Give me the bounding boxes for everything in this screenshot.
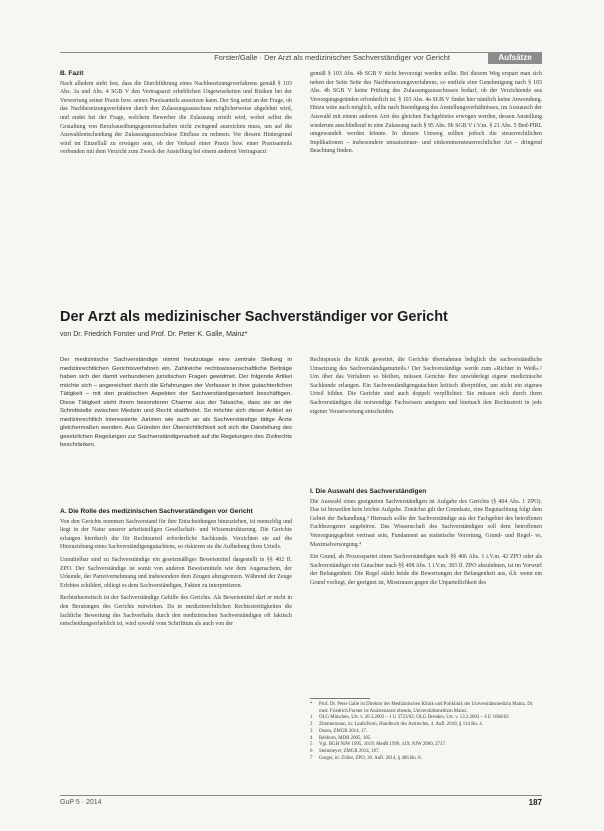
article-title: Der Arzt als medizinischer Sachverständiger vor Gericht	[60, 309, 448, 325]
footnote-number: 2	[310, 722, 313, 728]
body-left-column	[60, 508, 292, 633]
body-paragraph: Unmittelbar sind zu Sachverständige ein gesetzmäßiges Beweismittel dargestellt in §§ 402 ff. ZPO. Der Sachverständige ist somit von anderen Beweismitteln wie dem Augenschein, der Urkunde, der Parteivernehmung und insbesondere dem Zeugen abzugrenzen. Während der Zeuge Erlebtes schildert, obliegt es dem Sachverständigen, Fakten zu interpretieren.	[60, 556, 292, 589]
footer-rule	[60, 795, 542, 796]
footnote-text: Greger, in: Zöller, ZPO, 30. Aufl. 2014, § 406 Rn. 8.	[319, 755, 422, 761]
journal-reference: GuP 5 · 2014	[60, 799, 102, 806]
body-paragraph: Ein Grund, ab Prozesspartei einen Sachverständigen nach §§ 406 Abs. 1 i.V.m. 42 ZPO oder als Sachverständiger ein Gutachter nach §§ 408 Abs. 1 i.V.m. 383 ff. ZPO abzulehnen, ist im Vorwurf der Befangenheit. Die Regel stärkt beide die Bewertungen der Befangenheit aus, d.h. wenn ein Grund vorliegt, der geeignet ist, Misstrauen gegen die Unparteilichkeit des	[310, 554, 542, 586]
footnote-number: 5	[310, 742, 313, 748]
body-paragraph: Rechtspraxis die Kritik geweitet, die Gerichte übernahmen lediglich die sachverständliche Umsetzung des Sachverständigenurteils.¹ Der Sachverständige werde zum »Richter in Weiß«.² Um über das Verfahren so bleiben, müssen Gerichte Ihre unwiderlegt eigene medizinische Sachkunde erlangen. Ein Sachverständigengutachten kritisch überprüfen, um nicht ein eigenes Urteil bilden. Die Gerichte sind auch doppelt verpflichtet: Sie müssen sich durch ihren Sachverständigen die notwendige Fachwissen aneignen und hiernach den Rechtsstreit in jede eigener Verantwortung entscheiden.	[310, 357, 542, 415]
footnote-number: 3	[310, 728, 313, 734]
footnote	[310, 756, 542, 763]
footnote-rule	[310, 698, 370, 699]
prev-article-paragraph: gemäß § 103 Abs. 4b SGB V nicht bevorzugt werden sollte. Bei diesem Weg erspart man sich neben der Seite Seite des Nachbesetzungsverfahrens, so entfiele eine Genehmigung nach § 103 Abs. 4b SGB V keine Prüfung des Zulassungsausschusses bedarf, ob der Verzichtende aus Versorgungsgründen erforderlich ist. § 103 Abs. 4a SGB V findet hier nämlich keine Anwendung. Hinzu wäre auch möglich, sollte nach Beendigung des Anstellungsverhältnisses, im Austausch der Auswahl mit einem anderen Arzt des gleichen Fachgebietes erwogen werden, dessen Anstellung wiederum anschließend in eine Zulassung nach § 95 Abs. 9b SGB V i.V.m. § 21 Abs. 5 Bed-PlRL umgewandelt werden könnte. In diesem Umweg sollten jedoch die steuerrechtlichen Implikationen – insbesondere umsatzsteuer- und einkommensteuerrechtlicher Art – dringend Beachtung finden.	[310, 71, 542, 155]
abstract: Der medizinische Sachverständige nimmt heutzutage eine zentrale Stellung in medizinrechtlichen Gerichtsverfahren ein. Zahlreiche rechtswissenschaftliche Beiträge haben sich der damit verbundenen juristischen Fragen gewidmet. Der folgende Artikel möchte sich – angereichert durch die Erfahrungen der Verfasser in ihrer gutachterlichen Tätigkeit – mit den praktischen Aspekten der Sachverständigenarbeit beschäftigen. Diese Tätigkeit steht ihrem besonderen Charme aus der Tatsache, dass sie an der Schnittstelle zwischen Medizin und Recht stattfindet. So möchte sich dieser Artikel an medizinrechtlich interessierte Juristen wie auch an als Sachverständige tätige Ärzte gleichermaßen wenden. Aus Gründen der Übersichtlichkeit soll sich die Darstellung des gesetzlichen Regelungen zur Sachverständigenarbeit auf die Regelungen des Zivilrechts beschränken.	[60, 357, 292, 449]
footnote-number: 7	[310, 755, 313, 761]
footnote	[310, 742, 542, 749]
footnote-number: 1	[310, 715, 313, 721]
footnote	[310, 702, 542, 715]
section-heading-i: I. Die Auswahl des Sachverständigen	[310, 488, 427, 495]
prev-article-left-column	[60, 70, 292, 161]
section-tag: Aufsätze	[488, 52, 542, 64]
footnote-number: 4	[310, 735, 313, 741]
body-paragraph: Rechtstheoretisch ist der Sachverständige Gehilfe des Gerichts. Als Beweismittel darf er nicht in den Beratungen des Gerichts mitwirken. Da in medizinrechtlichen Rechtsstreitigkeiten die fachliche Bewertung des Sachverhalts durch den medizinischen Sachverständigen oft faktisch entscheidungserheblich ist, wird sowohl vom Schrifttum als auch von der	[60, 595, 292, 628]
footnote-text: Vgl. BGH NJW 1995, 1619; MedR 1999, 419; NJW 2000, 2737.	[319, 742, 447, 748]
page-number: 187	[528, 798, 542, 807]
running-title: Forster/Galle · Der Arzt als medizinischer Sachverständiger vor Gericht	[214, 53, 450, 62]
footnote-text: Zimmermann, in: Laufs/Kern, Handbuch des Arztrechts, 4. Aufl. 2010, § 114 Rn. 4.	[319, 722, 483, 728]
body-right-column	[310, 488, 542, 592]
footnote	[310, 729, 542, 736]
footnote-number: 6	[310, 748, 313, 754]
footnote-number: *	[310, 702, 313, 707]
footnote-text: Ossen, ZMGR 2014, 17.	[319, 728, 368, 734]
section-heading-a: A. Die Rolle des medizinischen Sachverständigen vor Gericht	[60, 508, 253, 515]
body-paragraph: Von den Gerichts nommen Sachverstand für ihre Entscheidungen hinzuziehen, ist menschlig und liegt in der Natur unserer arbeitsteiligen Gesellschaft- und Wissenstrukturung. Die Gerichte erlangen hierdurch die für Rechtsurteil erforderliche Sachkunde. Verzichten sie auf die Hinzuziehung eines Sachverständigengutachtens, so riskieren sie die Aufhebung ihres Urteils.	[60, 518, 292, 551]
prev-article-paragraph: Nach alledem steht fest, dass die Durchführung eines Nachbesetzungsverfahrens gemäß § 103 Abs. 3a und Abs. 4 SGB V den Vertragsarzt erheblichen Ungewissheiten und Risiken bei der Verwertung seiner Praxis bzw. seines Praxisanteils aussetzen kann. Der Sog setzt an der Frage, ob das Nachbesetzungsverfahren durch den Zulassungsausschuss möglicherweise abgelehnt wird, und endet bei der Frage, welchem Bewerber die Zulassung erteilt wird, wobei selbst die Gestaltung von Berufsausübungsgemeinschaften nicht zwingend ausreichen muss, um auf die Auswahlentscheidung der Zulassungsausschüsse Einfluss zu nehmen. Vor diesem Hintergrund wird im Einzelfall zu erwägen sein, ob der Verkauf einer Praxis bzw. einer Praxisanteils verbunden mit dem Verzicht zum Zweck der Anstellung bei einem anderen Vertragsarzt	[60, 80, 292, 156]
footnote	[310, 749, 542, 756]
footnotes	[310, 702, 542, 762]
footnote	[310, 736, 542, 743]
byline: von Dr. Friedrich Forster und Prof. Dr. Peter K. Galle, Mainz*	[60, 331, 248, 338]
footnote-text: OLG München, Urt. v. 20.3.2003 – 1 U 3723/02; OLG Dresden, Urt. v. 13.3.2003 – 4 U 1060/02.	[319, 715, 510, 721]
footnote	[310, 715, 542, 722]
footnote-text: Rehborn, MDR 2005, 185.	[319, 735, 372, 741]
body-paragraph: Die Auswahl eines geeigneten Sachverständigen ist Aufgabe des Gerichts (§ 404 Abs. 1 ZPO). Das ist bisweilen kein leichte Aufgabe. Zunächst gilt der Grundsatz, eine Begutachtung folgt dem Gebiet der Behandlung.³ Hiernach sollte der Sachverständige aus der Fachgebiet des betroffenen Fachbezogener angehören. Das Wissenschaft des Sachverständigen soll dem betroffenen Versorgungsgebiet vertraut sein, Fundament an statistische Verortung, Grund- und Regel- vs. Maximalversorgung.⁴	[310, 498, 542, 548]
footnote	[310, 722, 542, 729]
footnote-text: Steinmeyer, ZMGR 2014, 187.	[319, 748, 380, 754]
prev-article-right-column	[310, 70, 542, 160]
prev-article-heading: B. Fazit	[60, 70, 84, 77]
footnote-text: Prof. Dr. Peter Galle ist Direktor der Medizinischen Klinik und Poliklinik der Universitätsmedizin Mainz. Dr. med. Friedrich Forster ist Assistenzarzt ebenda, Universitätsmedizin Mainz.	[319, 702, 534, 714]
body-right-intro	[310, 356, 542, 420]
